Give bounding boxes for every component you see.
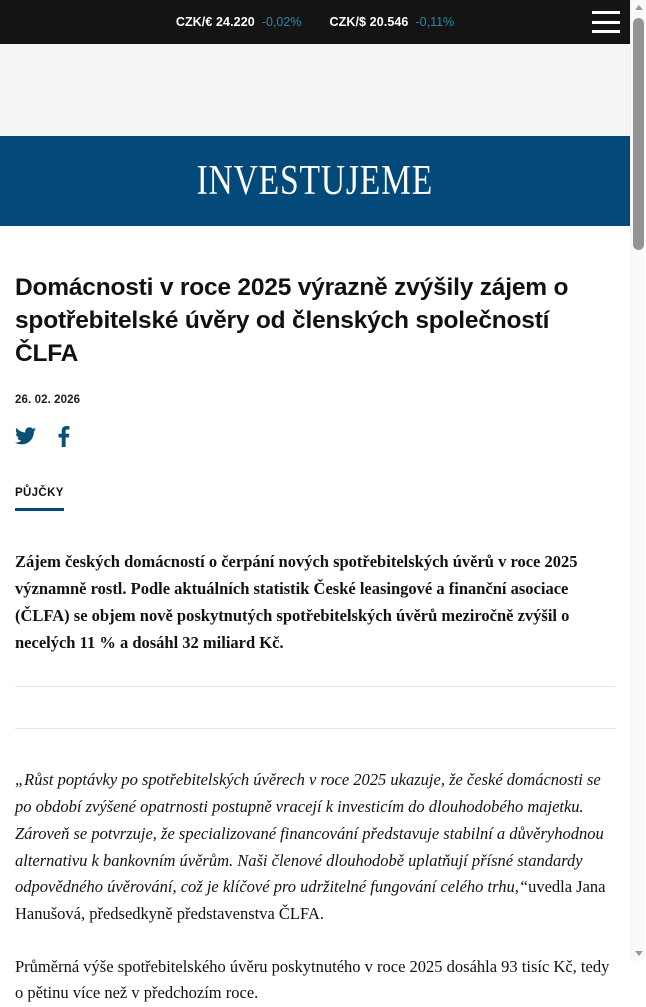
scrollbar-thumb[interactable] — [633, 18, 644, 250]
article-paragraph: Průměrná výše spotřebitelského úvěru poskytnutého v roce 2025 dosáhla 93 tisíc Kč, tedy o pětinu více než v předchozím roce. — [15, 956, 610, 1003]
ticker-items — [176, 15, 454, 29]
ticker-change-value: -0,11% — [415, 15, 455, 29]
divider — [15, 728, 615, 729]
hamburger-line — [592, 21, 620, 24]
page-title: Domácnosti v roce 2025 výrazně zvýšily zájem o spotřebitelské úvěry od členských společností ČLFA — [15, 274, 569, 367]
ticker-pair-label: CZK/€ 24.220 — [175, 15, 255, 29]
article-container — [0, 272, 630, 1007]
category-tag-wrap — [15, 483, 615, 511]
ticker-change-value: -0,02% — [261, 15, 302, 29]
ticker-item-usd[interactable] — [329, 15, 454, 29]
twitter-icon[interactable] — [15, 427, 36, 445]
hamburger-line — [592, 11, 620, 14]
scroll-up-arrow-icon[interactable] — [631, 0, 646, 15]
divider — [15, 686, 615, 687]
scroll-down-arrow-icon[interactable] — [631, 946, 646, 961]
quote-attribution: uvedla Jana Hanušová, předsedkyně představenstva ČLFA. — [15, 877, 606, 923]
category-tag[interactable]: PŮJČKY — [15, 487, 64, 511]
hamburger-line — [592, 30, 620, 33]
hamburger-menu-icon[interactable] — [592, 11, 620, 33]
site-masthead — [0, 136, 630, 226]
article-date: 26. 02. 2026 — [15, 394, 81, 407]
article-quote — [15, 767, 615, 927]
ticker-item-eur[interactable] — [176, 15, 302, 29]
currency-ticker-bar — [0, 0, 630, 44]
social-share-row — [15, 425, 615, 447]
site-logo[interactable]: INVESTUJEME — [196, 158, 434, 204]
quote-text: „Růst poptávky po spotřebitelských úvěrech v roce 2025 ukazuje, že české domácnosti se po období zvýšené opatrnosti postupně vracejí k investicím do dlouhodobého majetku. Zároveň se potvrzuje, že specializované financování představuje stabilní a důvěryhodnou alternativu k bankovním úvěrům. Naši členové dlouhodobě uplatňují přísné standardy odpovědného úvěrování, což je klíčové pro udržitelné fungování celého trhu,“ — [15, 770, 604, 897]
facebook-icon[interactable] — [58, 426, 70, 447]
ad-slot-band — [0, 44, 630, 136]
vertical-scrollbar[interactable] — [630, 0, 645, 961]
article-lead-paragraph: Zájem českých domácností o čerpání nových spotřebitelských úvěrů v roce 2025 významně rostl. Podle aktuálních statistik České leasingové a finanční asociace (ČLFA) se objem nově poskytnutých spotřebitelských úvěrů meziročně zvýšil o necelých 11 % a dosáhl 32 miliard Kč. — [15, 552, 578, 652]
ticker-pair-label: CZK/$ 20.546 — [329, 15, 409, 29]
